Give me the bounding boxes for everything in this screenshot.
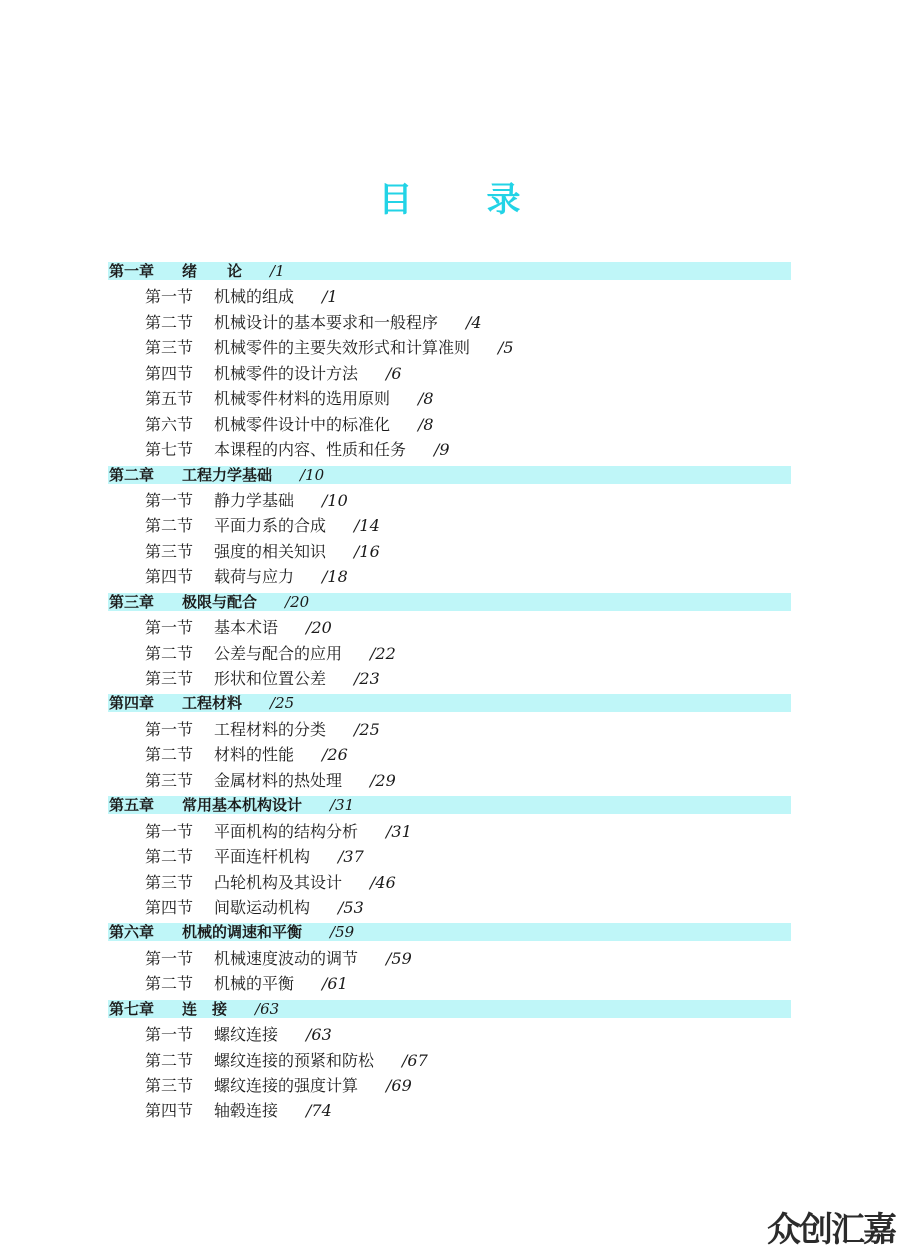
section-number: 第一节: [145, 287, 194, 307]
section-title: 基本术语: [214, 618, 279, 638]
chapter-heading: [108, 694, 791, 712]
section-number: 第六节: [145, 414, 194, 434]
section-page: /26: [322, 745, 348, 765]
section-title: 机械零件的设计方法: [214, 363, 359, 383]
section-number: 第二节: [145, 516, 194, 536]
chapter-heading: [108, 796, 791, 814]
chapter-page: /31: [330, 796, 355, 815]
section-page: /4: [466, 312, 482, 332]
chapter-page: /25: [270, 694, 295, 713]
section-page: /8: [418, 414, 434, 434]
section-title: 本课程的内容、性质和任务: [214, 440, 407, 460]
section-number: 第三节: [145, 338, 194, 358]
toc-entry: [108, 1025, 791, 1050]
section-title: 螺纹连接: [214, 1025, 279, 1045]
toc-entry: [108, 644, 791, 669]
section-number: 第一节: [145, 490, 194, 510]
section-number: 第一节: [145, 1025, 194, 1045]
section-page: /74: [306, 1101, 332, 1121]
chapter-number: 第六章: [109, 923, 155, 942]
section-page: /5: [498, 338, 514, 358]
toc-entry: [108, 949, 791, 974]
section-number: 第一节: [145, 719, 194, 739]
chapter-page: /20: [285, 592, 310, 611]
toc-entry: [108, 873, 791, 898]
section-page: /14: [354, 516, 380, 536]
chapter-heading: [108, 923, 791, 941]
section-title: 机械的组成: [214, 287, 295, 307]
section-title: 螺纹连接的预紧和防松: [214, 1050, 375, 1070]
title-char: 录: [486, 180, 521, 220]
toc-entry: [108, 1051, 791, 1076]
chapter-title: 工程力学基础: [182, 465, 273, 484]
section-number: 第一节: [145, 618, 194, 638]
chapter-heading: [108, 262, 791, 280]
section-number: 第七节: [145, 440, 194, 460]
chapter-heading: [108, 466, 791, 484]
toc-entry: [108, 618, 791, 643]
chapter-title: 极限与配合: [182, 592, 258, 611]
section-number: 第四节: [145, 1101, 194, 1121]
section-title: 载荷与应力: [214, 567, 295, 587]
section-number: 第二节: [145, 1050, 194, 1070]
section-number: 第四节: [145, 897, 194, 917]
section-title: 材料的性能: [214, 745, 295, 765]
toc-entry: [108, 364, 791, 389]
section-title: 螺纹连接的强度计算: [214, 1076, 359, 1095]
section-number: 第三节: [145, 669, 194, 688]
section-page: /37: [338, 847, 364, 867]
section-title: 静力学基础: [214, 490, 295, 510]
toc-entry: [108, 287, 791, 312]
section-title: 平面连杆机构: [214, 847, 311, 867]
toc-entry: [108, 669, 791, 694]
chapter-number: 第七章: [109, 999, 155, 1018]
toc-entry: [108, 542, 791, 567]
chapter-title: 常用基本机构设计: [182, 796, 303, 815]
section-number: 第三节: [145, 872, 194, 892]
watermark-logo: 众创汇嘉: [767, 1210, 895, 1250]
chapter-page: /1: [270, 262, 285, 280]
toc-entry: [108, 491, 791, 516]
section-page: /22: [370, 643, 396, 663]
chapter-number: 第二章: [109, 465, 155, 484]
section-title: 机械零件设计中的标准化: [214, 414, 391, 434]
toc-entry: [108, 389, 791, 414]
chapter-title: 机械的调速和平衡: [182, 923, 303, 942]
chapter-page: /59: [330, 923, 355, 942]
section-page: /23: [354, 669, 380, 688]
section-title: 机械的平衡: [214, 974, 295, 994]
chapter-title: 绪 论: [182, 262, 243, 280]
section-page: /61: [322, 974, 348, 994]
chapter-number: 第四章: [109, 694, 155, 713]
section-title: 轴毂连接: [214, 1101, 279, 1121]
section-page: /25: [354, 719, 380, 739]
section-number: 第二节: [145, 974, 194, 994]
table-of-contents: [108, 262, 791, 1127]
section-title: 金属材料的热处理: [214, 770, 343, 790]
section-number: 第一节: [145, 948, 194, 968]
chapter-title: 连 接: [182, 999, 228, 1018]
section-page: /59: [386, 948, 412, 968]
toc-entry: [108, 745, 791, 770]
section-title: 工程材料的分类: [214, 719, 327, 739]
section-title: 机械零件材料的选用原则: [214, 389, 391, 409]
toc-entry: [108, 1076, 791, 1101]
section-title: 机械设计的基本要求和一般程序: [214, 312, 439, 332]
chapter-page: /10: [300, 465, 325, 484]
section-title: 平面机构的结构分析: [214, 821, 359, 841]
toc-entry: [108, 567, 791, 592]
section-page: /1: [322, 287, 338, 307]
title-char: 目: [378, 180, 413, 220]
section-number: 第三节: [145, 541, 194, 561]
section-page: /31: [386, 821, 412, 841]
section-title: 机械速度波动的调节: [214, 948, 359, 968]
section-title: 机械零件的主要失效形式和计算准则: [214, 338, 471, 358]
chapter-heading: [108, 593, 791, 611]
section-title: 凸轮机构及其设计: [214, 872, 343, 892]
toc-entry: [108, 898, 791, 923]
section-page: /29: [370, 770, 396, 790]
toc-entry: [108, 313, 791, 338]
page-title: [0, 172, 899, 221]
section-page: /20: [306, 618, 332, 638]
section-page: /67: [402, 1050, 428, 1070]
section-number: 第四节: [145, 567, 194, 587]
section-page: /69: [386, 1076, 412, 1095]
chapter-number: 第五章: [109, 796, 155, 815]
section-number: 第三节: [145, 770, 194, 790]
section-number: 第四节: [145, 363, 194, 383]
section-page: /16: [354, 541, 380, 561]
section-number: 第二节: [145, 847, 194, 867]
section-page: /8: [418, 389, 434, 409]
chapter-number: 第一章: [109, 262, 155, 280]
chapter-page: /63: [255, 999, 280, 1018]
section-title: 形状和位置公差: [214, 669, 327, 688]
section-title: 强度的相关知识: [214, 541, 327, 561]
section-number: 第二节: [145, 312, 194, 332]
toc-entry: [108, 847, 791, 872]
toc-entry: [108, 415, 791, 440]
section-number: 第二节: [145, 643, 194, 663]
chapter-heading: [108, 1000, 791, 1018]
toc-entry: [108, 1101, 791, 1126]
section-page: /18: [322, 567, 348, 587]
section-number: 第二节: [145, 745, 194, 765]
section-title: 平面力系的合成: [214, 516, 327, 536]
section-page: /6: [386, 363, 402, 383]
section-title: 公差与配合的应用: [214, 643, 343, 663]
section-page: /9: [434, 440, 450, 460]
toc-entry: [108, 720, 791, 745]
toc-entry: [108, 338, 791, 363]
section-page: /53: [338, 897, 364, 917]
section-title: 间歇运动机构: [214, 897, 311, 917]
section-page: /63: [306, 1025, 332, 1045]
section-page: /46: [370, 872, 396, 892]
toc-entry: [108, 822, 791, 847]
chapter-number: 第三章: [109, 592, 155, 611]
section-number: 第五节: [145, 389, 194, 409]
toc-entry: [108, 771, 791, 796]
toc-entry: [108, 440, 791, 465]
section-number: 第三节: [145, 1076, 194, 1095]
section-page: /10: [322, 490, 348, 510]
toc-entry: [108, 974, 791, 999]
chapter-title: 工程材料: [182, 694, 243, 713]
section-number: 第一节: [145, 821, 194, 841]
toc-entry: [108, 516, 791, 541]
